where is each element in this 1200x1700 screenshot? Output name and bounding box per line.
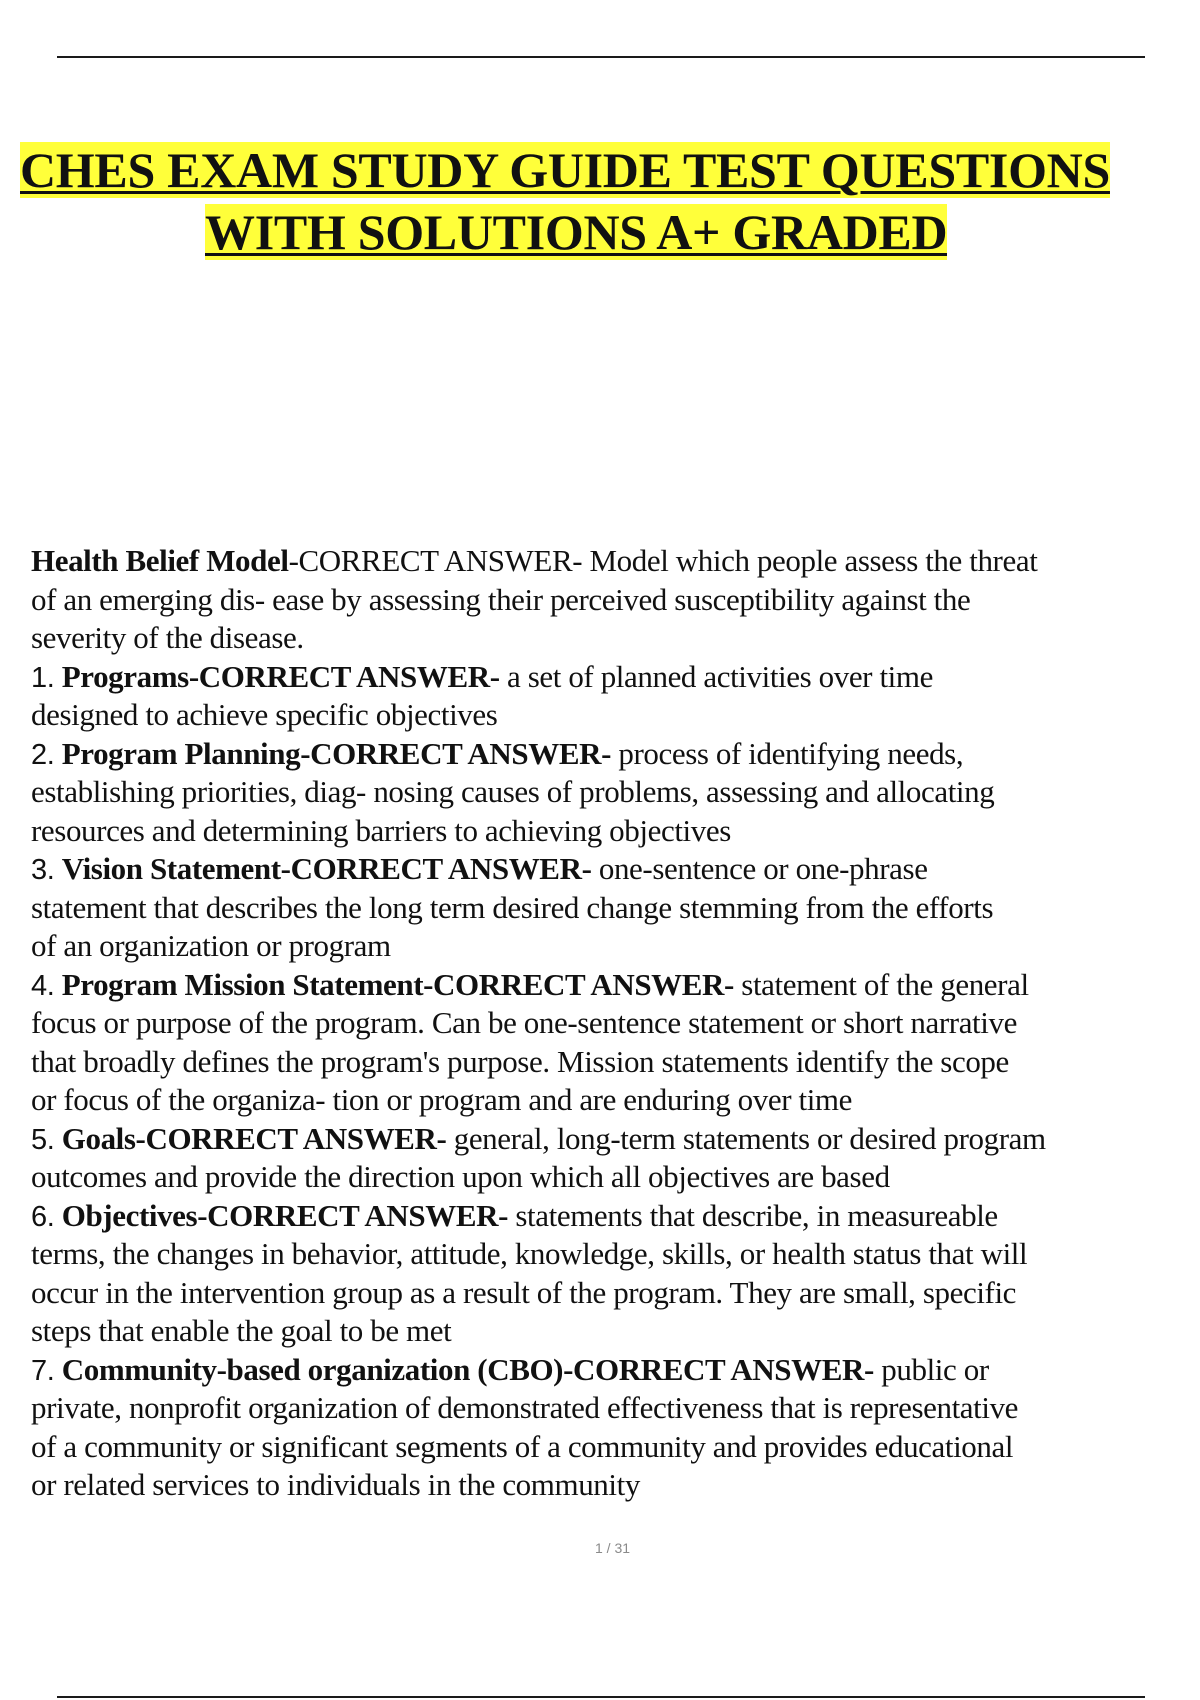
entry-definition-line: focus or purpose of the program. Can be one-sentence statement or short narrative: [31, 1005, 1017, 1040]
entry-term: Program Planning: [61, 735, 301, 771]
document-title-line-2: WITH SOLUTIONS A+ GRADED: [205, 204, 948, 260]
entry-definition-line: statement of the general: [733, 966, 1029, 1002]
document-title-line-1: CHES EXAM STUDY GUIDE TEST QUESTIONS: [20, 142, 1110, 198]
entry-definition-line: designed to achieve specific objectives: [31, 697, 498, 732]
entry-definition-line: or related services to individuals in the community: [31, 1467, 640, 1502]
entry-term: Program Mission Statement: [61, 966, 424, 1002]
entry-number: 2.: [31, 738, 55, 771]
entry-label: -CORRECT ANSWER-: [280, 851, 592, 886]
entry-program-planning: [31, 735, 1199, 851]
entry-definition-line: that broadly defines the program's purpose. Mission statements identify the scope: [31, 1043, 1009, 1079]
entry-programs: [31, 658, 1199, 735]
entry-definition-line: public or: [873, 1351, 989, 1387]
entry-term: Programs: [61, 658, 189, 694]
entry-label: -CORRECT ANSWER-: [300, 735, 612, 771]
bottom-rule: [57, 1696, 1145, 1698]
page-indicator: 1 / 31: [594, 1540, 631, 1556]
entry-term: Community-based organization (CBO): [61, 1351, 564, 1387]
entry-term: Goals: [61, 1120, 136, 1156]
entry-label: -CORRECT ANSWER-: [423, 966, 734, 1002]
entry-number: 5.: [31, 1123, 55, 1156]
entry-definition-line: of an organization or program: [31, 928, 391, 963]
entry-health-belief-model: [31, 542, 1199, 658]
entry-definition-line: private, nonprofit organization of demonstrated effectiveness that is representative: [31, 1390, 1019, 1425]
entry-definition-line: statements that describe, in measureable: [508, 1197, 998, 1233]
entry-label: -CORRECT ANSWER-: [563, 1351, 874, 1387]
entry-number: 6.: [31, 1200, 55, 1233]
entry-term: Vision Statement: [61, 851, 281, 886]
entry-vision-statement: [31, 850, 1199, 966]
entry-definition-line: or focus of the organiza- tion or program and are enduring over time: [31, 1082, 852, 1117]
study-guide-content: [31, 542, 1199, 1505]
entry-definition-line: establishing priorities, diag- nosing causes of problems, assessing and allocating: [31, 774, 995, 809]
entry-goals: [31, 1120, 1199, 1197]
entry-community-based-organization: [31, 1351, 1199, 1505]
entry-definition-line: terms, the changes in behavior, attitude, knowledge, skills, or health status that will: [31, 1236, 1028, 1271]
entry-definition-line: statement that describes the long term desired change stemming from the efforts: [31, 889, 994, 925]
entry-definition-line: process of identifying needs,: [611, 735, 964, 771]
entry-label: -CORRECT ANSWER-: [288, 543, 583, 578]
entry-definition-line: resources and determining barriers to achieving objectives: [31, 812, 731, 848]
entry-label: -CORRECT ANSWER-: [135, 1120, 447, 1156]
entry-objectives: [31, 1197, 1199, 1351]
entry-term: Objectives: [61, 1197, 198, 1233]
entry-number: 7.: [31, 1354, 55, 1387]
entry-label: -CORRECT ANSWER-: [188, 658, 500, 694]
entry-definition-line: general, long-term statements or desired program: [446, 1120, 1046, 1156]
entry-definition-line: steps that enable the goal to be met: [31, 1313, 452, 1348]
entry-definition-line: severity of the disease.: [31, 620, 304, 655]
entry-definition-line: occur in the intervention group as a result of the program. They are small, specific: [31, 1274, 1017, 1310]
entry-definition-line: one-sentence or one-phrase: [591, 851, 928, 886]
entry-definition-line: a set of planned activities over time: [499, 658, 933, 694]
entry-label: -CORRECT ANSWER-: [197, 1197, 509, 1233]
entry-program-mission-statement: [31, 966, 1199, 1120]
entry-definition-line: Model which people assess the threat: [582, 543, 1038, 578]
entry-definition-line: of an emerging dis- ease by assessing their perceived susceptibility against the: [31, 581, 971, 617]
entry-term: Health Belief Model: [31, 543, 289, 578]
entry-definition-line: of a community or significant segments of a community and provides educational: [31, 1428, 1014, 1464]
top-rule: [57, 56, 1145, 58]
entry-number: 3.: [31, 854, 55, 886]
entry-number: 4.: [31, 969, 55, 1002]
entry-number: 1.: [31, 661, 55, 694]
entry-definition-line: outcomes and provide the direction upon which all objectives are based: [31, 1159, 890, 1194]
